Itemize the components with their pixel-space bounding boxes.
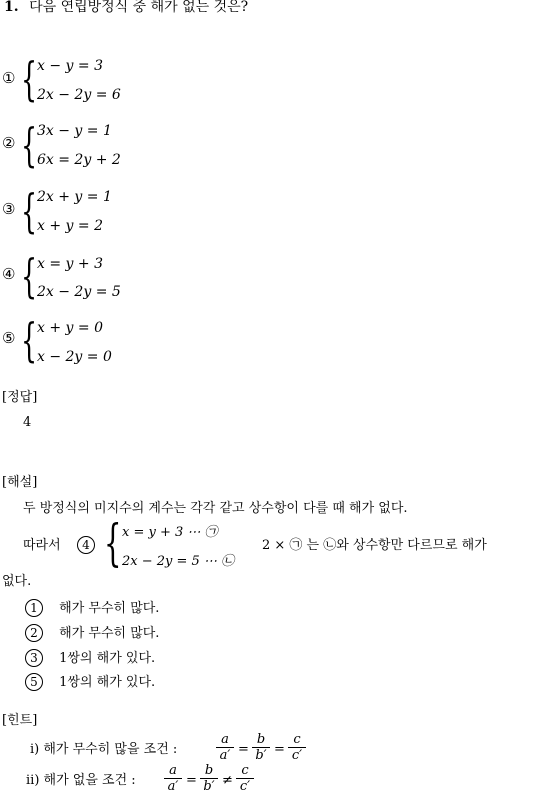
option-eq2: 6x = 2y + 2	[37, 152, 121, 168]
option-eq1: 3x − y = 1	[37, 123, 112, 139]
equals-sign: =	[274, 742, 285, 757]
option-marker: ④	[2, 265, 16, 283]
fraction-b: b b′	[252, 733, 270, 762]
explanation-line1: 두 방정식의 미지수의 계수는 각각 같고 상수항이 다를 때 해가 없다.	[23, 501, 408, 516]
fraction-c: c c′	[288, 733, 306, 762]
option-marker: ②	[2, 134, 16, 152]
list-item: 3 1쌍의 해가 있다.	[25, 649, 155, 667]
fraction-a: a a′	[216, 733, 234, 762]
brace-icon: {	[21, 313, 38, 367]
explanation-prefix: 따라서	[23, 538, 61, 553]
list-item: 5 1쌍의 해가 있다.	[25, 673, 155, 691]
hint-case1-prefix: ⅰ) 해가 무수히 많을 조건 :	[30, 742, 178, 757]
explanation-eq1: x = y + 3 ⋯ ㉠	[122, 525, 218, 540]
hint-case2-prefix: ⅱ) 해가 없을 조건 :	[26, 773, 136, 788]
question-number: 1.	[4, 0, 19, 15]
brace-icon: {	[21, 184, 38, 238]
not-equal-sign: ≠	[222, 773, 233, 788]
option-eq1: x = y + 3	[37, 256, 103, 272]
option-eq2: 2x − 2y = 5	[37, 284, 121, 300]
fraction-a: a a′	[164, 764, 182, 793]
option-marker: ③	[2, 200, 16, 218]
option-eq1: 2x + y = 1	[37, 189, 112, 205]
list-item: 2 해가 무수히 많다.	[25, 624, 159, 642]
option-eq2: 2x − 2y = 6	[37, 87, 121, 103]
brace-icon: {	[21, 249, 38, 303]
answer-value: 4	[23, 415, 32, 430]
brace-icon: {	[21, 118, 38, 172]
explanation-after: 2 × ㉠ 는 ㉡와 상수항만 다르므로 해가	[262, 538, 487, 553]
option-eq2: x + y = 2	[37, 218, 103, 234]
equals-sign: =	[186, 773, 197, 788]
question-text: 다음 연립방정식 중 해가 없는 것은?	[29, 0, 249, 15]
option-eq1: x + y = 0	[37, 320, 103, 336]
brace-icon: {	[21, 52, 38, 106]
brace-icon: {	[104, 514, 122, 572]
explanation-line-cont: 없다.	[2, 574, 32, 589]
option-eq2: x − 2y = 0	[37, 349, 112, 365]
list-item: 1 해가 무수히 많다.	[25, 599, 159, 617]
option-marker: ⑤	[2, 329, 16, 347]
explanation-eq2: 2x − 2y = 5 ⋯ ㉡	[122, 554, 235, 569]
answer-label: [정답]	[2, 390, 38, 405]
explanation-label: [해설]	[2, 475, 38, 490]
fraction-c: c c′	[236, 764, 254, 793]
question	[4, 0, 248, 14]
explanation-choice: 4	[77, 536, 95, 554]
option-eq1: x − y = 3	[37, 58, 103, 74]
option-marker: ①	[2, 69, 16, 87]
fraction-b: b b′	[200, 764, 218, 793]
hint-label: [힌트]	[2, 713, 38, 728]
equals-sign: =	[238, 742, 249, 757]
